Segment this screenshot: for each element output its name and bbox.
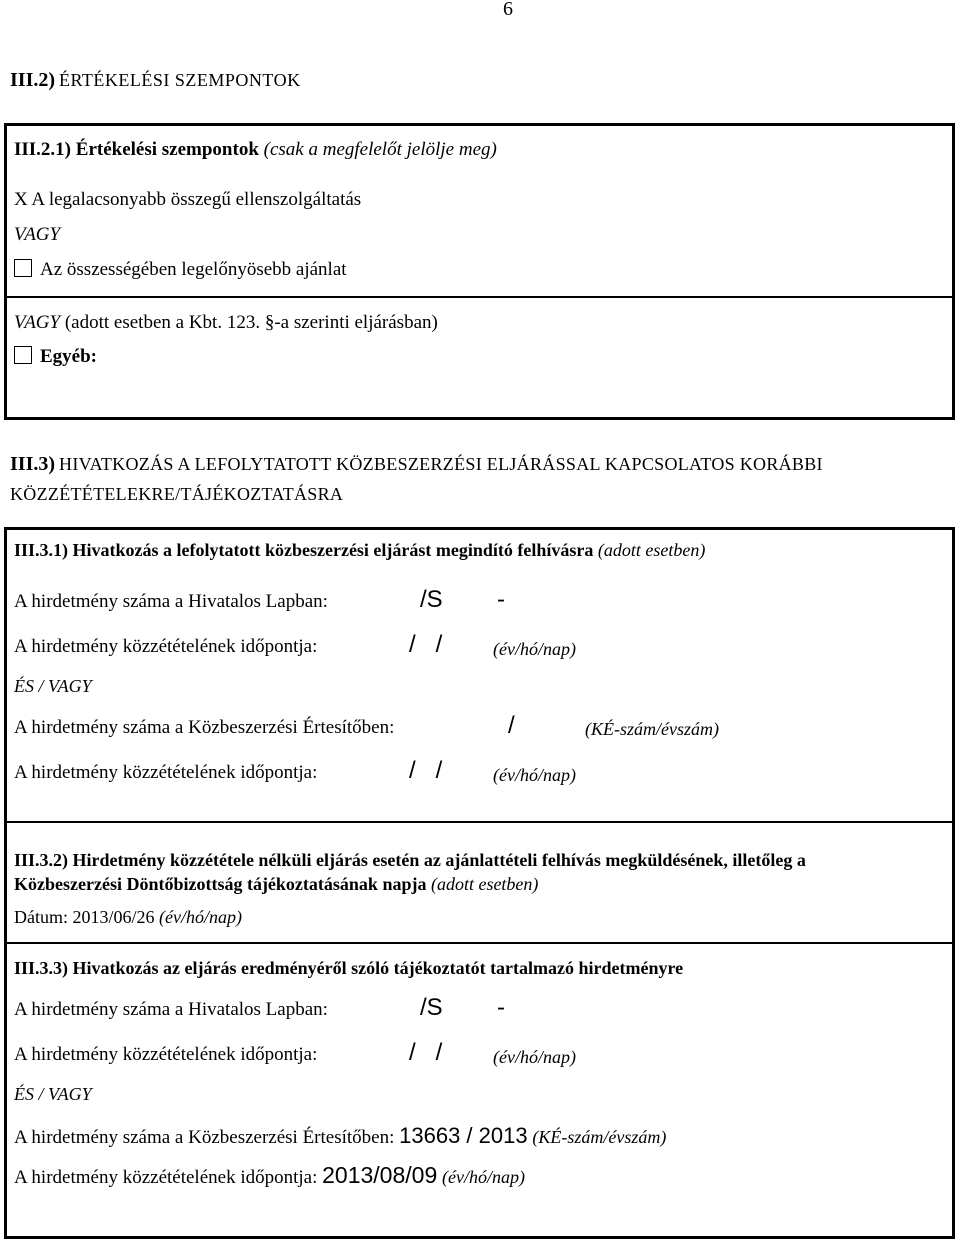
ke-format-hint: (KÉ-szám/évszám) xyxy=(532,1127,667,1147)
oj-publication-date-label: A hirdetmény közzétételének időpontja: xyxy=(14,1044,318,1065)
date-format-hint: (év/hó/nap) xyxy=(442,1167,525,1187)
oj-s-marker: /S xyxy=(420,586,443,613)
oj-date-slashes: / / xyxy=(409,631,443,658)
subsection-title: Értékelési szempontok xyxy=(75,139,259,160)
option-label: Az összességében legelőnyösebb ajánlat xyxy=(40,259,347,280)
section-title: ÉRTÉKELÉSI SZEMPONTOK xyxy=(59,70,301,90)
oj-dash: - xyxy=(497,586,505,613)
date-format-hint: (év/hó/nap) xyxy=(159,907,242,927)
and-or-label: ÉS / VAGY xyxy=(14,676,92,696)
page-number: 6 xyxy=(503,0,513,20)
date-format-hint: (év/hó/nap) xyxy=(493,765,576,785)
subsection-title-line2: Közbeszerzési Döntőbizottság tájékoztatásának napja xyxy=(14,874,427,894)
oj-date-slashes: / / xyxy=(409,1039,443,1066)
section-heading-iii-3 xyxy=(10,453,823,476)
oj-s-marker: /S xyxy=(420,994,443,1021)
ke-publication-date-row xyxy=(14,1162,525,1189)
or-label: VAGY xyxy=(14,224,61,245)
section-title-line2: KÖZZÉTÉTELEKRE/TÁJÉKOZTATÁSRA xyxy=(10,484,344,504)
subsection-note: (adott esetben) xyxy=(430,874,539,894)
ke-format-hint: (KÉ-szám/évszám) xyxy=(585,719,719,739)
section-number: III.3) xyxy=(10,453,56,475)
ke-publication-date-label: A hirdetmény közzétételének időpontja: xyxy=(14,762,318,783)
option-other xyxy=(14,346,97,368)
subsection-title: Hivatkozás a lefolytatott közbeszerzési eljárást megindító felhívásra xyxy=(72,540,594,560)
ke-slash: / xyxy=(508,712,515,739)
or-other-note: (adott esetben a Kbt. 123. §-a szerinti eljárásban) xyxy=(64,312,438,333)
oj-publication-date-label: A hirdetmény közzétételének időpontja: xyxy=(14,636,318,657)
checkbox[interactable] xyxy=(14,259,32,277)
ke-notice-number-row xyxy=(14,1123,666,1149)
subsection-number: III.2.1) xyxy=(14,139,72,160)
date-format-hint: (év/hó/nap) xyxy=(493,1047,576,1067)
subsection-heading-iii-3-2 xyxy=(14,850,806,871)
option-label: Egyéb: xyxy=(40,346,97,367)
and-or-label: ÉS / VAGY xyxy=(14,1084,92,1104)
divider xyxy=(4,296,955,298)
ke-publication-date-value: 2013/08/09 xyxy=(322,1162,438,1188)
ke-notice-number-label: A hirdetmény száma a Közbeszerzési Értesítőben: xyxy=(14,717,395,738)
subsection-title-line1: Hirdetmény közzététele nélküli eljárás esetén az ajánlattételi felhívás megküldésének, illetőleg a xyxy=(72,850,806,870)
divider xyxy=(4,942,955,944)
subsection-number: III.3.2) xyxy=(14,850,69,870)
ke-notice-number-value: 13663 / 2013 xyxy=(399,1123,528,1148)
subsection-number: III.3.3) xyxy=(14,958,69,978)
oj-notice-number-label: A hirdetmény száma a Hivatalos Lapban: xyxy=(14,999,328,1020)
divider xyxy=(4,821,955,823)
or-other-line xyxy=(14,312,438,334)
subsection-title: Hivatkozás az eljárás eredményéről szóló tájékoztatót tartalmazó hirdetményre xyxy=(72,958,684,978)
subsection-title-line2-row xyxy=(14,874,538,895)
subsection-heading-iii-3-1 xyxy=(14,540,705,561)
section-heading-iii-2 xyxy=(10,69,301,92)
notification-date: Dátum: 2013/06/26 xyxy=(14,907,155,927)
section-title-line1: HIVATKOZÁS A LEFOLYTATOTT KÖZBESZERZÉSI ELJÁRÁSSAL KAPCSOLATOS KORÁBBI xyxy=(59,454,823,474)
date-format-hint: (év/hó/nap) xyxy=(493,639,576,659)
checkbox[interactable] xyxy=(14,346,32,364)
section-number: III.2) xyxy=(10,69,56,91)
ke-publication-date-label: A hirdetmény közzétételének időpontja: xyxy=(14,1167,318,1188)
subsection-note: (adott esetben) xyxy=(597,540,706,560)
subsection-number: III.3.1) xyxy=(14,540,69,560)
ke-notice-number-label: A hirdetmény száma a Közbeszerzési Értesítőben: xyxy=(14,1127,395,1148)
ke-date-slashes: / / xyxy=(409,757,443,784)
subsection-note: (csak a megfelelőt jelölje meg) xyxy=(263,139,497,160)
subsection-heading-iii-2-1 xyxy=(14,139,497,161)
or-label: VAGY xyxy=(14,312,61,333)
oj-notice-number-label: A hirdetmény száma a Hivatalos Lapban: xyxy=(14,591,328,612)
oj-dash: - xyxy=(497,994,505,1021)
subsection-heading-iii-3-3 xyxy=(14,958,683,979)
notification-date-row xyxy=(14,907,242,928)
option-best-value xyxy=(14,259,347,281)
option-lowest-price: X A legalacsonyabb összegű ellenszolgáltatás xyxy=(14,189,362,210)
